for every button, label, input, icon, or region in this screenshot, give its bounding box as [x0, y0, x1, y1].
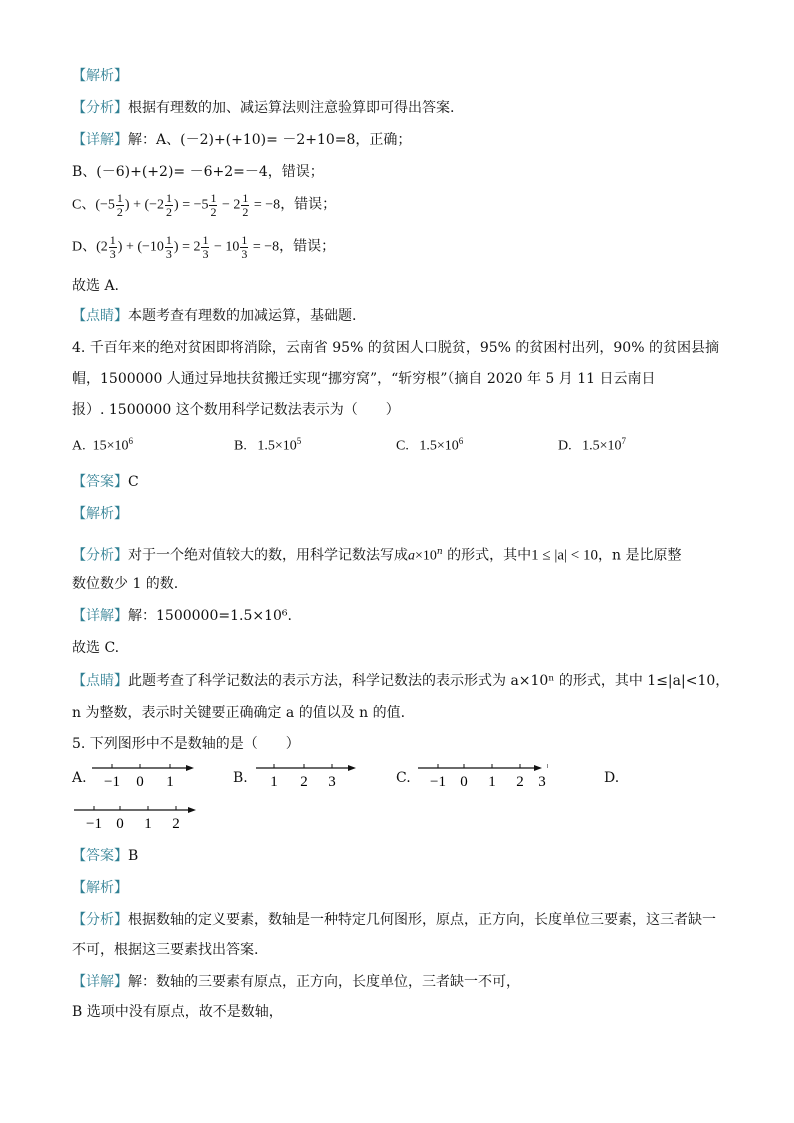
line-c-part: ) = −5 — [174, 197, 209, 213]
tick-label: 0 — [116, 816, 124, 832]
fraction: $\frac{1}{2}$ — [210, 191, 217, 219]
q5-number-line-b — [252, 760, 362, 792]
q5-stem: 5. 下列图形中不是数轴的是（ ） — [72, 736, 300, 752]
q4-analysis-line1 — [72, 542, 681, 567]
q5-analysis-heading: 【解析】 — [72, 880, 128, 896]
analysis-text: 根据有理数的加、减运算法则注意验算即可得出答案. — [128, 100, 455, 116]
q4-option-c — [396, 436, 463, 455]
math-var: a — [408, 548, 415, 564]
tick-label: 2 — [516, 774, 524, 790]
line-d-part: D、(2 — [72, 239, 108, 255]
detail-line-c — [72, 192, 336, 219]
detail-text: 解：数轴的三要素有原点，正方向，长度单位，三者缺一不可， — [128, 974, 520, 990]
detail-tag: 【详解】 — [72, 608, 128, 624]
option-value: 15×10 — [92, 438, 129, 454]
tick-label: 1 — [270, 774, 278, 790]
math-text: ×10 — [415, 548, 437, 564]
detail-tag: 【详解】 — [72, 974, 128, 990]
tick-label: −1 — [104, 774, 120, 790]
arrow-head — [534, 765, 542, 771]
tick-label: 1 — [166, 774, 174, 790]
detail-text: 解：A、(－2)+(+10)= －2+10=8，正确； — [128, 132, 412, 148]
q5-number-line-c — [414, 760, 548, 792]
q4-option-a — [72, 436, 133, 455]
line-c-part: = −8 — [250, 197, 281, 213]
detail-line-b: B、(－6)+(+2)= －6+2=－4，错误； — [72, 164, 324, 180]
tick-label: −1 — [430, 774, 446, 790]
q4-stem-line3: 报）. 1500000 这个数用科学记数法表示为（ ） — [72, 402, 400, 418]
comment-tag: 【点睛】 — [72, 308, 128, 324]
tick-label: −1 — [86, 816, 102, 832]
fraction: $\frac{1}{3}$ — [202, 233, 209, 261]
option-exponent: 6 — [128, 436, 134, 446]
q4-detail — [72, 606, 292, 626]
q4-answer — [72, 472, 139, 492]
comment-tag: 【点睛】 — [72, 673, 128, 689]
detail-text: 解：1500000=1.5×10⁶. — [128, 608, 292, 624]
comment-paragraph — [72, 306, 356, 326]
line-d-part: ) = 2 — [173, 239, 201, 255]
answer-tag: 【答案】 — [72, 848, 128, 864]
arrow-head — [188, 807, 196, 813]
option-exponent: 7 — [621, 436, 627, 446]
q5-analysis-line2: 不可，根据这三要素找出答案. — [72, 942, 259, 958]
analysis-text: 根据数轴的定义要素，数轴是一种特定几何图形，原点，正方向，长度单位三要素，这三者缺一 — [128, 912, 716, 928]
fraction: $\frac{1}{2}$ — [116, 191, 123, 219]
q4-analysis-line2: 数位数少 1 的数. — [72, 576, 179, 592]
analysis-text: ，n 是比原整 — [598, 547, 682, 564]
q5-answer — [72, 846, 138, 866]
q5-detail-line2: B 选项中没有原点，故不是数轴， — [72, 1004, 283, 1020]
analysis-text: 的形式，其中 — [447, 547, 532, 564]
detail-tag: 【详解】 — [72, 132, 128, 148]
answer-value: C — [128, 474, 139, 490]
q4-stem-line2: 帽，1500000 人通过异地扶贫搬迁实现“挪穷窝”，“斩穷根”（摘自 2020 年 5 月 11 日云南日 — [72, 371, 656, 387]
option-label: D. — [558, 438, 572, 454]
fraction: $\frac{1}{3}$ — [109, 233, 116, 261]
q5-option-b-label: B. — [233, 770, 248, 786]
tick-label: 0 — [460, 774, 468, 790]
analysis-text: 对于一个绝对值较大的数，用科学记数法写成 — [128, 547, 408, 564]
q5-number-line-a — [88, 760, 198, 792]
q5-analysis-line1 — [72, 910, 716, 930]
option-label: B. — [234, 438, 247, 454]
line-c-part: − 2 — [218, 197, 241, 213]
line-c-part: ) + (−2 — [124, 197, 165, 213]
analysis-heading: 【解析】 — [72, 68, 128, 84]
option-value: 1.5×10 — [419, 438, 459, 454]
tick-label: 2 — [172, 816, 180, 832]
q4-option-d — [558, 436, 626, 455]
q4-option-b — [234, 436, 301, 455]
detail-paragraph — [72, 130, 411, 150]
comment-text: 本题考查有理数的加减运算，基础题. — [128, 308, 357, 324]
line-d-part: = −8 — [249, 239, 280, 255]
q4-stem-line1: 4. 千百年来的绝对贫困即将消除，云南省 95% 的贫困人口脱贫，95% 的贫困村出列，90% 的贫困县摘 — [72, 340, 719, 356]
fraction: $\frac{1}{2}$ — [242, 191, 249, 219]
tick-label: 3 — [328, 774, 336, 790]
option-value: 1.5×10 — [582, 438, 622, 454]
answer-value: B — [128, 848, 139, 864]
option-label: C. — [396, 438, 409, 454]
q5-option-d-label: D. — [604, 770, 620, 786]
answer-tag: 【答案】 — [72, 474, 128, 490]
tick-label: 1 — [144, 816, 152, 832]
tick-label: 0 — [136, 774, 144, 790]
answer-choice-line: 故选 A. — [72, 278, 120, 294]
option-label: A. — [72, 438, 86, 454]
detail-line-d — [72, 234, 335, 261]
fraction: $\frac{1}{3}$ — [165, 233, 172, 261]
tick-label: 3 — [538, 774, 546, 790]
arrow-head — [186, 765, 194, 771]
line-d-part: ) + (−10 — [117, 239, 164, 255]
q5-number-line-d — [72, 802, 202, 834]
line-d-part: ，错误； — [279, 239, 336, 255]
option-exponent: 6 — [458, 436, 464, 446]
analysis-tag: 【分析】 — [72, 912, 128, 928]
arrow-head — [348, 765, 356, 771]
line-c-part: ，错误； — [280, 197, 337, 213]
q5-option-c-label: C. — [396, 770, 411, 786]
q5-detail-line1 — [72, 972, 520, 992]
math-var: n — [436, 547, 443, 557]
q4-choice: 故选 C. — [72, 640, 120, 656]
analysis-tag: 【分析】 — [72, 547, 128, 564]
fraction: $\frac{1}{3}$ — [241, 233, 248, 261]
option-exponent: 5 — [296, 436, 302, 446]
line-d-part: − 10 — [210, 239, 240, 255]
line-c-part: C、(−5 — [72, 197, 115, 213]
math-text: 1 ≤ |a| < 10 — [531, 547, 599, 564]
q4-analysis-heading: 【解析】 — [72, 506, 128, 522]
tick-label: 2 — [300, 774, 308, 790]
q4-comment-line1 — [72, 671, 729, 691]
analysis-tag: 【分析】 — [72, 100, 128, 116]
option-value: 1.5×10 — [257, 438, 297, 454]
q5-option-a-label: A. — [72, 770, 87, 786]
fraction: $\frac{1}{2}$ — [166, 191, 173, 219]
analysis-paragraph — [72, 98, 454, 118]
comment-text: 此题考查了科学记数法的表示方法，科学记数法的表示形式为 a×10ⁿ 的形式，其中 1≤|a|<10， — [128, 673, 730, 689]
tick-label: 1 — [488, 774, 496, 790]
q4-comment-line2: n 为整数，表示时关键要正确确定 a 的值以及 n 的值. — [72, 705, 406, 721]
